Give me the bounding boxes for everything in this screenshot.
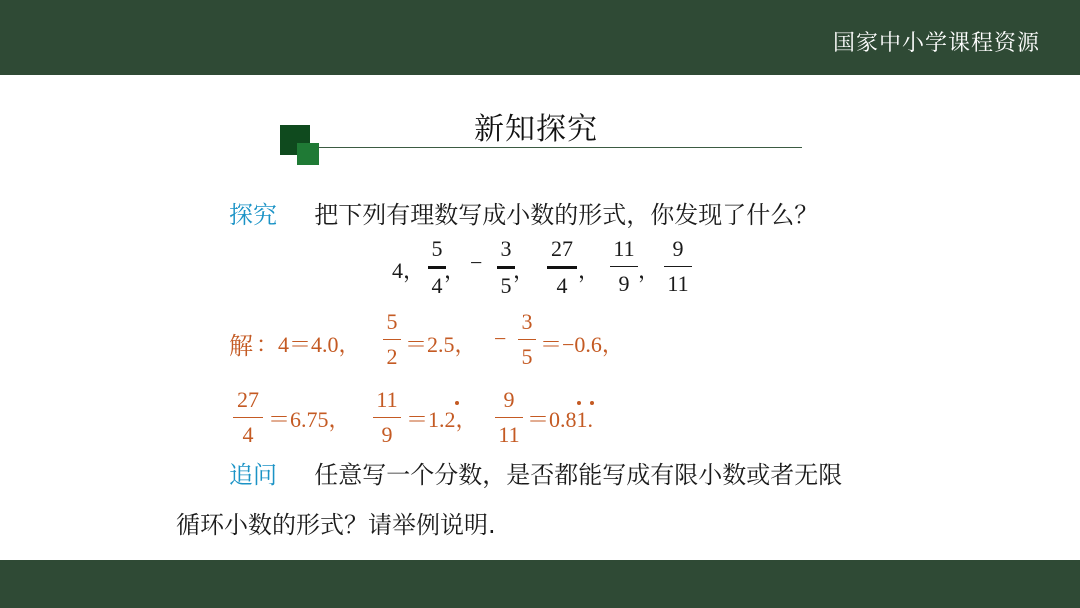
solution-eq-1: ：4＝4.0， (256, 332, 361, 357)
separator: ， (444, 258, 467, 283)
fraction-numerator: 5 (386, 309, 398, 334)
fraction-27-4 (547, 236, 577, 299)
fraction-numerator: 3 (521, 309, 533, 334)
solution-eq-2: ＝2.5， (405, 332, 477, 357)
solution-label: 解 (229, 332, 253, 360)
fraction-9-11-solution (495, 387, 523, 448)
fraction-denominator: 4 (556, 273, 568, 298)
explore-question: 把下列有理数写成小数的形式，你发现了什么？ (314, 201, 819, 229)
minus-sign: − (494, 326, 507, 351)
fraction-3-5-solution (518, 309, 536, 370)
repeating-dot (577, 401, 581, 405)
number-4: 4， (392, 258, 426, 283)
separator: ， (638, 258, 661, 283)
fraction-9-11 (664, 236, 692, 297)
followup-line-1 (229, 455, 842, 490)
fraction-bar (664, 266, 692, 267)
fraction-denominator: 5 (521, 344, 533, 369)
title-decoration-square-small (297, 143, 319, 165)
fraction-denominator: 5 (500, 273, 512, 298)
fraction-denominator: 4 (431, 273, 443, 298)
fraction-denominator: 9 (381, 422, 393, 447)
explore-tag: 探究 (229, 201, 277, 229)
fraction-11-9 (610, 236, 638, 297)
fraction-27-4-solution (233, 387, 263, 448)
fraction-bar (610, 266, 638, 267)
fraction-denominator: 11 (498, 422, 520, 447)
fraction-bar (383, 339, 401, 340)
fraction-numerator: 3 (500, 236, 512, 261)
solution-eq-5: ＝1.2， (406, 407, 478, 432)
solution-eq-6: ＝0.81. (527, 407, 594, 432)
followup-line-2 (176, 505, 496, 540)
separator: ， (578, 258, 601, 283)
followup-text-1: 任意写一个分数，是否都能写成有限小数或者无限 (314, 461, 843, 489)
fraction-numerator: 27 (237, 387, 259, 412)
fraction-denominator: 4 (242, 422, 254, 447)
repeating-dot (455, 401, 459, 405)
section-title: 新知探究 (474, 112, 598, 147)
fraction-bar (233, 417, 263, 418)
fraction-numerator: 11 (613, 236, 635, 261)
solution-eq-4: ＝6.75， (268, 407, 351, 432)
header-bar (0, 0, 1080, 75)
fraction-numerator: 5 (431, 236, 443, 261)
fraction-bar (495, 417, 523, 418)
fraction-numerator: 11 (376, 387, 398, 412)
fraction-numerator: 9 (503, 387, 515, 412)
solution-eq-3: ＝−0.6， (540, 332, 624, 357)
fraction-bar (373, 417, 401, 418)
fraction-numerator: 9 (672, 236, 684, 261)
separator: ， (513, 258, 536, 283)
followup-text-2: 循环小数的形式？请举例说明. (176, 511, 496, 539)
fraction-denominator: 2 (386, 344, 398, 369)
fraction-denominator: 9 (618, 271, 630, 296)
explore-line (229, 195, 818, 230)
brand-title: 国家中小学课程资源 (832, 31, 1040, 56)
footer-bar (0, 560, 1080, 608)
followup-tag: 追问 (229, 461, 277, 489)
fraction-denominator: 11 (667, 271, 689, 296)
fraction-numerator: 27 (551, 236, 573, 261)
fraction-5-2 (383, 309, 401, 370)
fraction-11-9-solution (373, 387, 401, 448)
minus-sign: − (470, 250, 483, 275)
fraction-bar (547, 266, 577, 269)
repeating-dot (590, 401, 594, 405)
fraction-bar (518, 339, 536, 340)
